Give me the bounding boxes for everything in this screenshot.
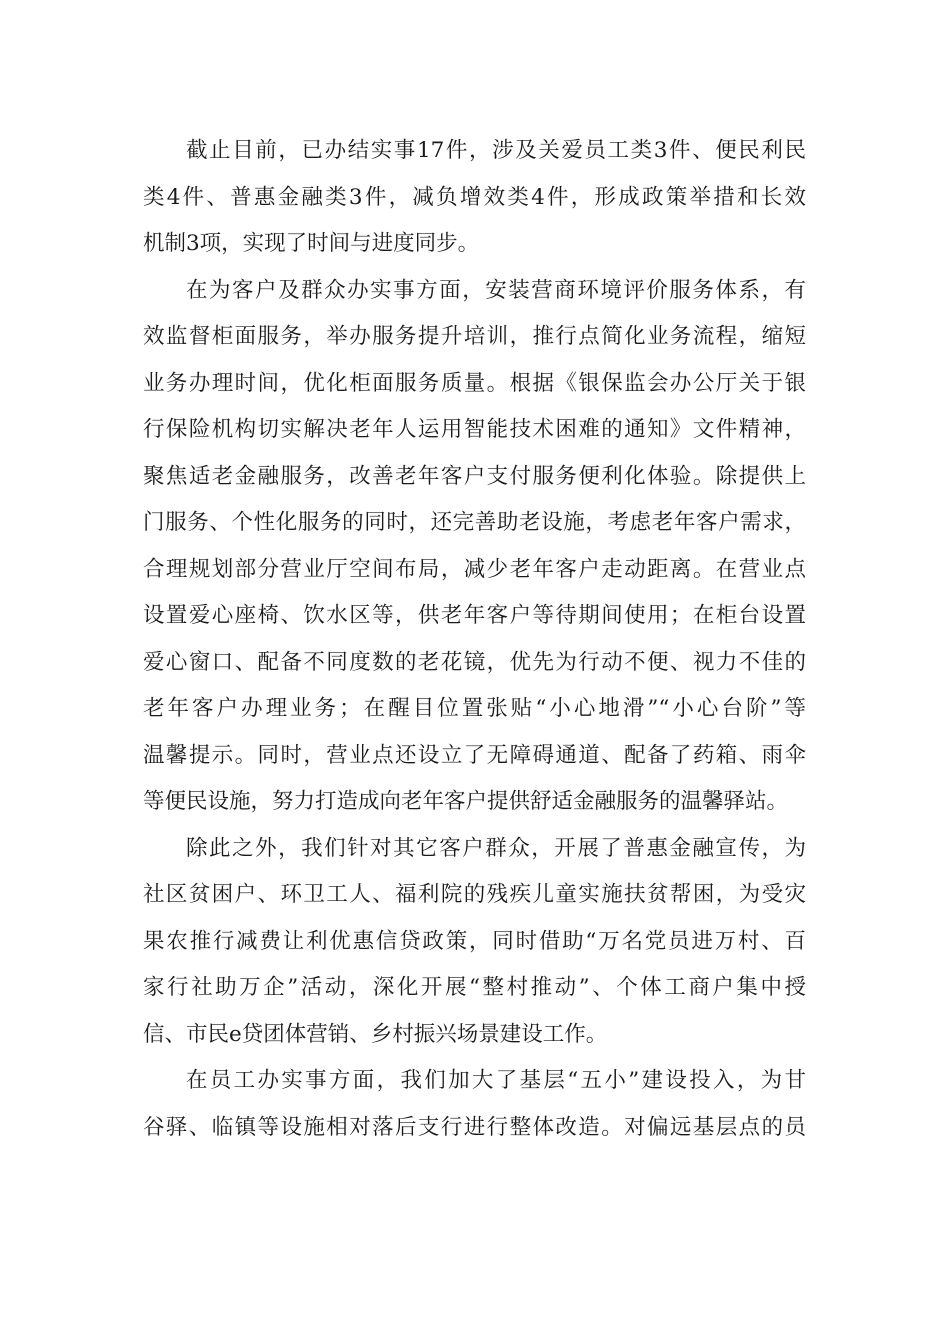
text-line: 谷驿、临镇等设施相对落后支行进行整体改造。对偏远基层点的员	[143, 1114, 806, 1140]
text-line: 效监督柜面服务，举办服务提升培训，推行点简化业务流程，缩短	[143, 324, 806, 349]
text-line: 温馨提示。同时，营业点还设立了无障碍通道、配备了药箱、雨伞	[143, 742, 806, 768]
text-line: 类4件、普惠金融类3件，减负增效类4件，形成政策举措和长效	[143, 184, 806, 210]
text-line: 在为客户及群众办实事方面，安装营商环境评价服务体系，有	[186, 277, 806, 303]
paragraph-completed-tasks	[143, 128, 806, 268]
text-line: 机制3项，实现了时间与进度同步。	[143, 231, 480, 256]
text-line: 除此之外，我们针对其它客户群众，开展了普惠金融宣传，为	[186, 835, 806, 861]
text-line: 信、市民e贷团体营销、乡村振兴场景建设工作。	[143, 1021, 608, 1047]
text-line: 家行社助万企”活动，深化开展“整村推动”、个体工商户集中授	[143, 975, 806, 1000]
paragraph-customer-service	[143, 268, 806, 826]
paragraph-inclusive-finance	[143, 826, 806, 1059]
text-line: 业务办理时间，优化柜面服务质量。根据《银保监会办公厅关于银	[143, 370, 806, 396]
text-line: 设置爱心座椅、饮水区等，供老年客户等待期间使用；在柜台设置	[143, 603, 806, 628]
text-line: 果农推行减费让利优惠信贷政策，同时借助“万名党员进万村、百	[143, 928, 806, 954]
paragraph-employee-service	[143, 1058, 806, 1151]
text-line: 老年客户办理业务；在醒目位置张贴“小心地滑”“小心台阶”等	[143, 696, 806, 721]
text-line: 合理规划部分营业厅空间布局，减少老年客户走动距离。在营业点	[143, 556, 806, 582]
text-line: 门服务、个性化服务的同时，还完善助老设施，考虑老年客户需求，	[143, 510, 806, 535]
text-line: 社区贫困户、环卫工人、福利院的残疾儿童实施扶贫帮困，为受灾	[143, 882, 806, 907]
text-line: 聚焦适老金融服务，改善老年客户支付服务便利化体验。除提供上	[143, 463, 806, 489]
text-line: 在员工办实事方面，我们加大了基层“五小”建设投入，为甘	[186, 1068, 806, 1093]
text-line: 爱心窗口、配备不同度数的老花镜，优先为行动不便、视力不佳的	[143, 649, 806, 675]
document-body	[143, 128, 806, 1151]
text-line: 等便民设施，努力打造成向老年客户提供舒适金融服务的温馨驿站。	[143, 789, 789, 814]
text-line: 截止目前，已办结实事17件，涉及关爱员工类3件、便民利民	[186, 138, 806, 163]
text-line: 行保险机构切实解决老年人运用智能技术困难的通知》文件精神，	[143, 417, 806, 442]
